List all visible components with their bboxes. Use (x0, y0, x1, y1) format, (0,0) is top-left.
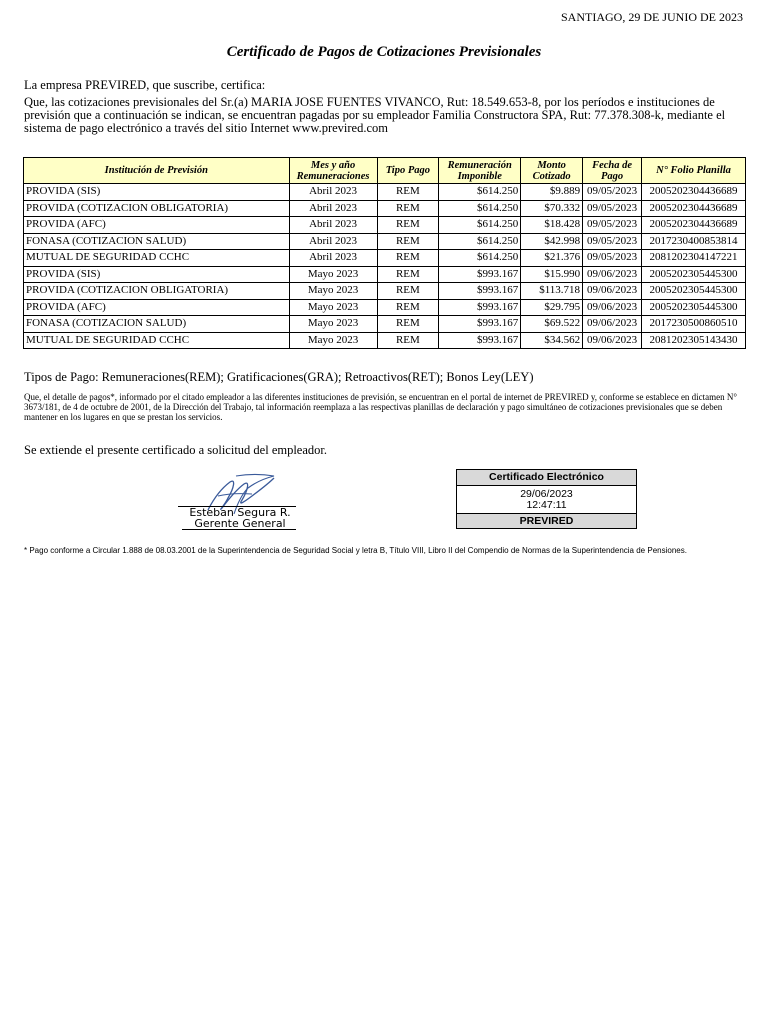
table-row (24, 233, 746, 250)
footnote: * Pago conforme a Circular 1.888 de 08.03.2001 de la Superintendencia de Seguridad Social y letra B, Título VIII, Libro II del Compendio de Normas de la Superintendencia de Pensiones. (24, 546, 687, 555)
header-fecha: Fecha de Pago (583, 158, 642, 184)
cell-folio: 2081202305143430 (642, 332, 746, 349)
cell-remuneracion: $993.167 (439, 283, 521, 300)
cell-mes-anio: Mayo 2023 (289, 266, 377, 283)
table-row (24, 184, 746, 201)
table-header-row (24, 158, 746, 184)
cell-fecha: 09/05/2023 (583, 200, 642, 217)
table-row (24, 250, 746, 267)
cell-monto: $69.522 (521, 316, 583, 333)
cell-mes-anio: Abril 2023 (289, 233, 377, 250)
table-row (24, 200, 746, 217)
cell-mes-anio: Mayo 2023 (289, 316, 377, 333)
table-row (24, 332, 746, 349)
issuance-statement: Se extiende el presente certificado a solicitud del empleador. (24, 443, 328, 457)
cell-institucion: PROVIDA (COTIZACION OBLIGATORIA) (24, 200, 290, 217)
cell-institucion: PROVIDA (SIS) (24, 184, 290, 201)
header-mes-anio: Mes y año Remuneraciones (289, 158, 377, 184)
cell-fecha: 09/06/2023 (583, 283, 642, 300)
cell-mes-anio: Abril 2023 (289, 200, 377, 217)
cell-remuneracion: $614.250 (439, 217, 521, 234)
table-row (24, 316, 746, 333)
cell-monto: $29.795 (521, 299, 583, 316)
cell-tipo-pago: REM (377, 250, 439, 267)
cell-folio: 2005202305445300 (642, 283, 746, 300)
cell-tipo-pago: REM (377, 266, 439, 283)
header-folio: N° Folio Planilla (642, 158, 746, 184)
table-row (24, 299, 746, 316)
cell-folio: 2005202305445300 (642, 299, 746, 316)
cell-fecha: 09/05/2023 (583, 250, 642, 267)
cell-institucion: PROVIDA (AFC) (24, 299, 290, 316)
cell-remuneracion: $614.250 (439, 250, 521, 267)
cell-folio: 2081202304147221 (642, 250, 746, 267)
cell-mes-anio: Abril 2023 (289, 250, 377, 267)
cell-monto: $9.889 (521, 184, 583, 201)
cell-tipo-pago: REM (377, 233, 439, 250)
cell-fecha: 09/05/2023 (583, 233, 642, 250)
cell-tipo-pago: REM (377, 217, 439, 234)
cell-remuneracion: $993.167 (439, 266, 521, 283)
cell-fecha: 09/06/2023 (583, 332, 642, 349)
electronic-certificate-box (456, 469, 637, 529)
cell-institucion: PROVIDA (AFC) (24, 217, 290, 234)
cell-folio: 2005202305445300 (642, 266, 746, 283)
cell-folio: 2005202304436689 (642, 184, 746, 201)
cell-institucion: MUTUAL DE SEGURIDAD CCHC (24, 250, 290, 267)
table-row (24, 217, 746, 234)
payment-types-legend: Tipos de Pago: Remuneraciones(REM); Gratificaciones(GRA); Retroactivos(RET); Bonos Ley(LEY) (24, 370, 534, 384)
cell-mes-anio: Mayo 2023 (289, 332, 377, 349)
cell-institucion: MUTUAL DE SEGURIDAD CCHC (24, 332, 290, 349)
header-institucion: Institución de Previsión (24, 158, 290, 184)
cell-institucion: FONASA (COTIZACION SALUD) (24, 316, 290, 333)
cell-tipo-pago: REM (377, 316, 439, 333)
cell-tipo-pago: REM (377, 184, 439, 201)
cell-mes-anio: Mayo 2023 (289, 283, 377, 300)
cell-mes-anio: Abril 2023 (289, 217, 377, 234)
intro-text: La empresa PREVIRED, que suscribe, certifica: (24, 78, 266, 92)
certificate-box-date: 29/06/2023 (520, 488, 573, 500)
document-title: Certificado de Pagos de Cotizaciones Previsionales (226, 44, 542, 60)
header-remuneracion: Remuneración Imponible (439, 158, 521, 184)
certificate-box-time: 12:47:11 (526, 499, 567, 511)
signatory-block (185, 507, 295, 529)
cell-fecha: 09/06/2023 (583, 266, 642, 283)
cell-institucion: PROVIDA (SIS) (24, 266, 290, 283)
cell-remuneracion: $614.250 (439, 233, 521, 250)
cell-folio: 2005202304436689 (642, 200, 746, 217)
cell-remuneracion: $993.167 (439, 332, 521, 349)
cell-mes-anio: Abril 2023 (289, 184, 377, 201)
certificate-date: SANTIAGO, 29 DE JUNIO DE 2023 (561, 10, 743, 24)
table-row (24, 283, 746, 300)
cell-monto: $18.428 (521, 217, 583, 234)
cell-fecha: 09/06/2023 (583, 316, 642, 333)
cell-remuneracion: $993.167 (439, 299, 521, 316)
header-tipo-pago: Tipo Pago (377, 158, 439, 184)
cell-institucion: FONASA (COTIZACION SALUD) (24, 233, 290, 250)
cell-monto: $113.718 (521, 283, 583, 300)
cell-monto: $42.998 (521, 233, 583, 250)
cell-tipo-pago: REM (377, 299, 439, 316)
cell-remuneracion: $614.250 (439, 184, 521, 201)
signatory-name: Esteban Segura R. (189, 506, 291, 519)
cell-tipo-pago: REM (377, 332, 439, 349)
table-row (24, 266, 746, 283)
payments-table (23, 157, 746, 349)
certificate-box-issuer: PREVIRED (457, 513, 636, 528)
statement-text: Que, las cotizaciones previsionales del Sr.(a) MARIA JOSE FUENTES VIVANCO, Rut: 18.549.653-8, por los períodos e instituciones de previsión que a continuación se indican, se encuentran pagadas por su empleador Familia Constructora SPA, Rut: 77.378.308-k, mediante el sistema de pago electrónico a través del sitio Internet www.previred.com (24, 95, 726, 135)
detail-paragraph: Que, el detalle de pagos*, informado por el citado empleador a las diferentes instituciones de previsión, se encuentran en el portal de internet de PREVIRED y, conforme se establece en dictamen N° 3673/181, de 4 de octubre de 2001, de la Dirección del Trabajo, tal información reemplaza a las respectivas planillas de declaración y pago simultáneo de cotizaciones previsionales que se deben mantener en los lugares en que se prestan los servicios. (24, 392, 738, 422)
cell-folio: 2017230400853814 (642, 233, 746, 250)
cell-folio: 2005202304436689 (642, 217, 746, 234)
header-monto: Monto Cotizado (521, 158, 583, 184)
certificate-box-title: Certificado Electrónico (457, 470, 636, 486)
cell-remuneracion: $993.167 (439, 316, 521, 333)
cell-tipo-pago: REM (377, 200, 439, 217)
cell-fecha: 09/05/2023 (583, 217, 642, 234)
cell-monto: $15.990 (521, 266, 583, 283)
cell-remuneracion: $614.250 (439, 200, 521, 217)
cell-fecha: 09/06/2023 (583, 299, 642, 316)
cell-folio: 2017230500860510 (642, 316, 746, 333)
cell-institucion: PROVIDA (COTIZACION OBLIGATORIA) (24, 283, 290, 300)
signatory-role: Gerente General (194, 517, 286, 530)
cell-tipo-pago: REM (377, 283, 439, 300)
cell-monto: $21.376 (521, 250, 583, 267)
cell-monto: $70.332 (521, 200, 583, 217)
cell-monto: $34.562 (521, 332, 583, 349)
cell-fecha: 09/05/2023 (583, 184, 642, 201)
cell-mes-anio: Mayo 2023 (289, 299, 377, 316)
